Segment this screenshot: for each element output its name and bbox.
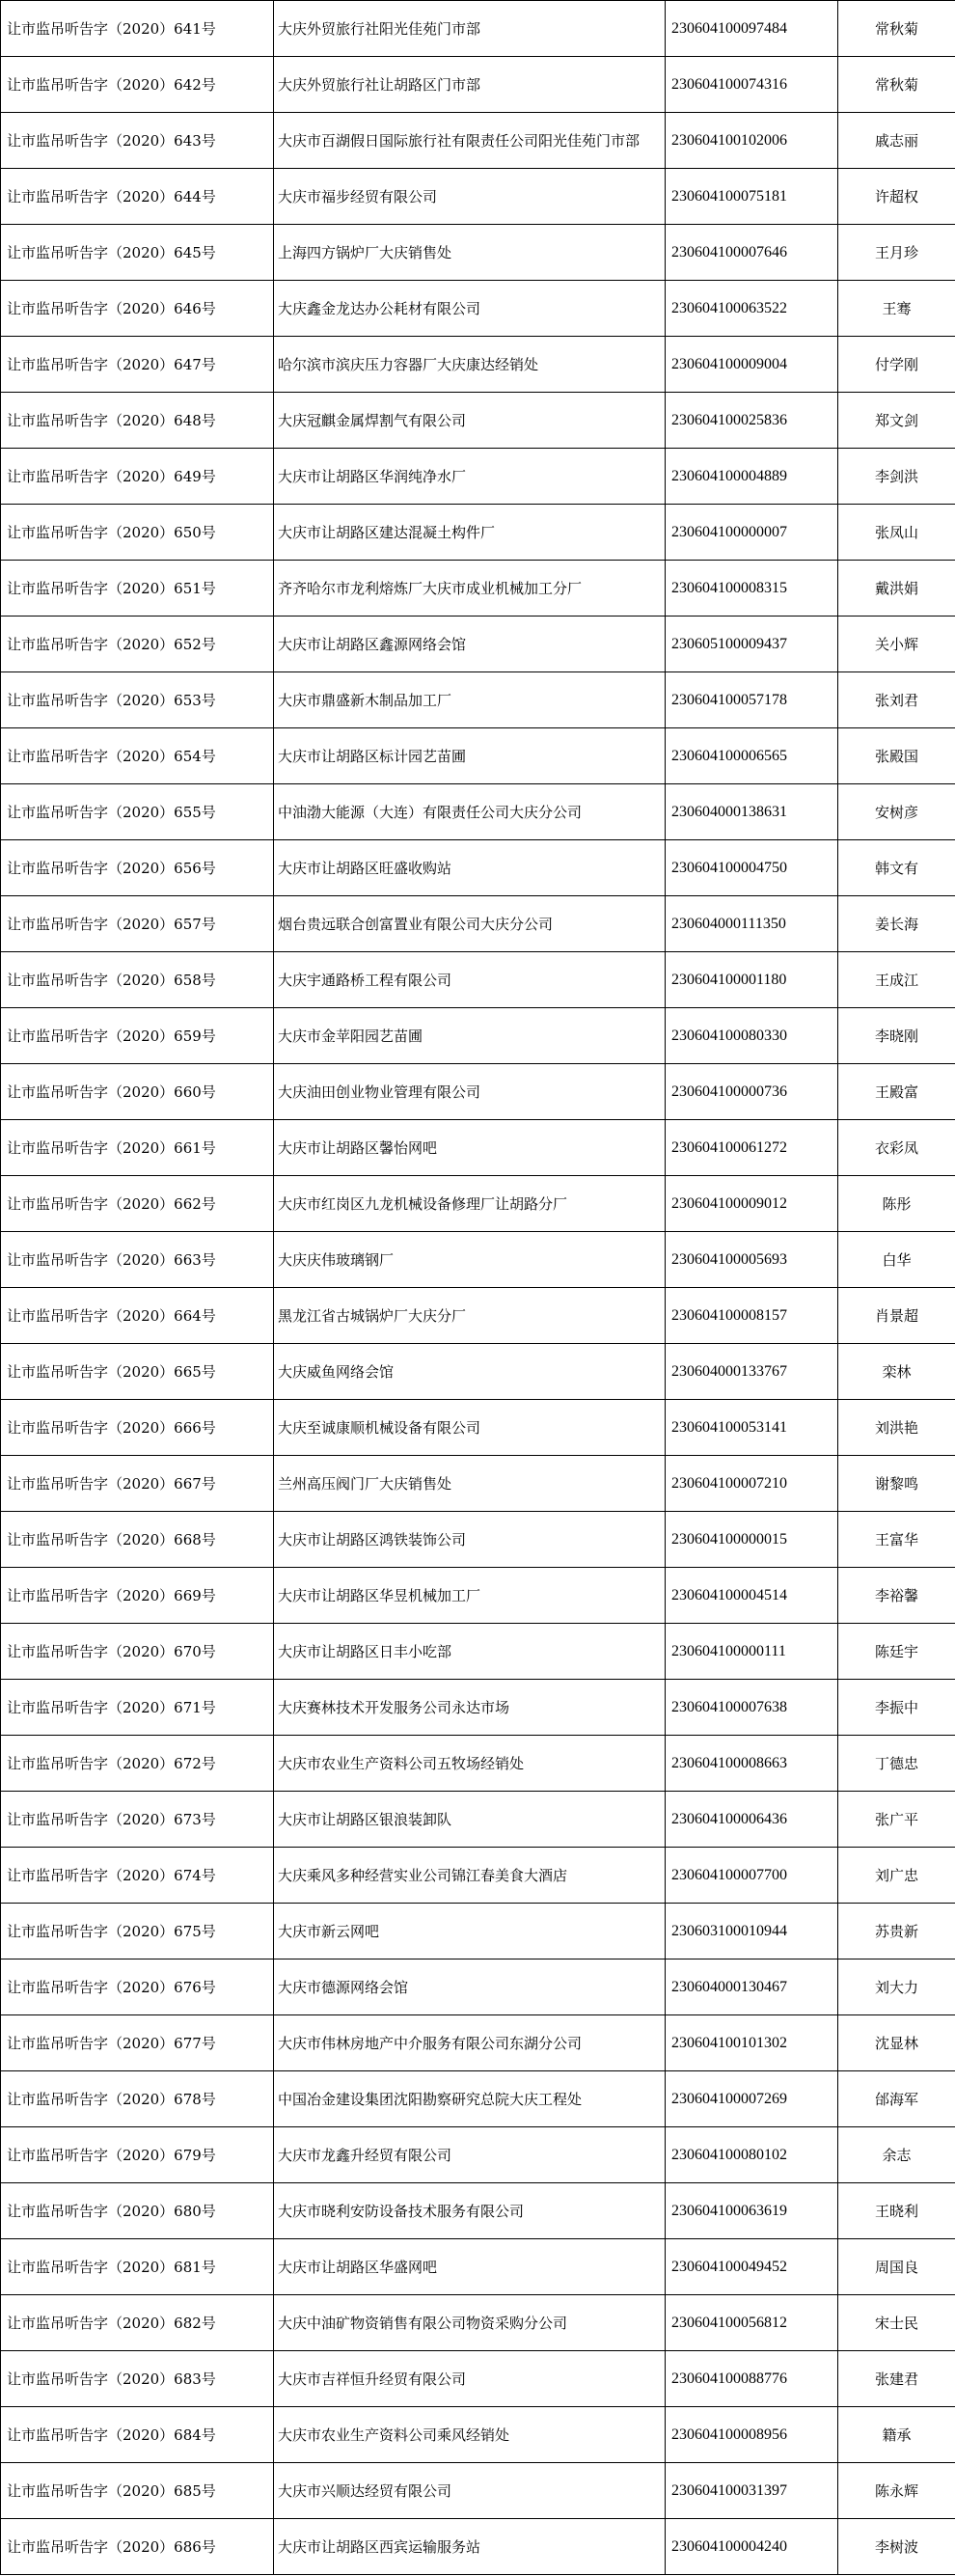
registration-number-cell: 230604100006565 <box>666 728 838 784</box>
document-number-cell: 让市监吊听告字（2020）680号 <box>1 2183 274 2239</box>
document-number-cell: 让市监吊听告字（2020）681号 <box>1 2239 274 2295</box>
table-row <box>1 1959 955 2015</box>
registration-number-cell: 230604100004889 <box>666 449 838 505</box>
legal-person-cell: 周国良 <box>838 2239 955 2295</box>
legal-person-cell: 关小辉 <box>838 617 955 672</box>
document-number-cell: 让市监吊听告字（2020）676号 <box>1 1959 274 2015</box>
document-number-cell: 让市监吊听告字（2020）642号 <box>1 57 274 113</box>
document-number-cell: 让市监吊听告字（2020）650号 <box>1 505 274 561</box>
legal-person-cell: 衣彩凤 <box>838 1120 955 1176</box>
registration-number-cell: 230604100063522 <box>666 281 838 337</box>
registration-number-cell: 230604100001180 <box>666 952 838 1008</box>
document-number-cell: 让市监吊听告字（2020）662号 <box>1 1176 274 1232</box>
company-name-cell: 大庆市伟林房地产中介服务有限公司东湖分公司 <box>274 2015 666 2071</box>
notice-table-body <box>1 1 955 2575</box>
company-name-cell: 大庆冠麒金属焊割气有限公司 <box>274 393 666 449</box>
company-name-cell: 大庆中油矿物资销售有限公司物资采购分公司 <box>274 2295 666 2351</box>
company-name-cell: 大庆市红岗区九龙机械设备修理厂让胡路分厂 <box>274 1176 666 1232</box>
legal-person-cell: 李晓刚 <box>838 1008 955 1064</box>
legal-person-cell: 张广平 <box>838 1792 955 1848</box>
table-row <box>1 1736 955 1792</box>
document-number-cell: 让市监吊听告字（2020）646号 <box>1 281 274 337</box>
registration-number-cell: 230604100007700 <box>666 1848 838 1904</box>
company-name-cell: 兰州高压阀门厂大庆销售处 <box>274 1456 666 1512</box>
legal-person-cell: 戚志丽 <box>838 113 955 169</box>
legal-person-cell: 张刘君 <box>838 672 955 728</box>
company-name-cell: 大庆威鱼网络会馆 <box>274 1344 666 1400</box>
document-number-cell: 让市监吊听告字（2020）663号 <box>1 1232 274 1288</box>
table-row <box>1 1344 955 1400</box>
company-name-cell: 大庆外贸旅行社阳光佳苑门市部 <box>274 1 666 57</box>
table-row <box>1 337 955 393</box>
document-number-cell: 让市监吊听告字（2020）682号 <box>1 2295 274 2351</box>
document-number-cell: 让市监吊听告字（2020）685号 <box>1 2463 274 2519</box>
company-name-cell: 中油渤大能源（大连）有限责任公司大庆分公司 <box>274 784 666 840</box>
document-number-cell: 让市监吊听告字（2020）666号 <box>1 1400 274 1456</box>
company-name-cell: 大庆市让胡路区建达混凝土构件厂 <box>274 505 666 561</box>
table-row <box>1 2071 955 2127</box>
company-name-cell: 大庆市让胡路区华盛网吧 <box>274 2239 666 2295</box>
company-name-cell: 中国冶金建设集团沈阳勘察研究总院大庆工程处 <box>274 2071 666 2127</box>
legal-person-cell: 余志 <box>838 2127 955 2183</box>
company-name-cell: 大庆庆伟玻璃钢厂 <box>274 1232 666 1288</box>
table-row <box>1 561 955 617</box>
table-row <box>1 1456 955 1512</box>
document-number-cell: 让市监吊听告字（2020）656号 <box>1 840 274 896</box>
company-name-cell: 大庆鑫金龙达办公耗材有限公司 <box>274 281 666 337</box>
legal-person-cell: 籍承 <box>838 2407 955 2463</box>
table-row <box>1 1568 955 1624</box>
company-name-cell: 大庆市农业生产资料公司乘风经销处 <box>274 2407 666 2463</box>
company-name-cell: 大庆市让胡路区旺盛收购站 <box>274 840 666 896</box>
document-number-cell: 让市监吊听告字（2020）653号 <box>1 672 274 728</box>
table-row <box>1 1624 955 1680</box>
legal-person-cell: 王殿富 <box>838 1064 955 1120</box>
registration-number-cell: 230604100075181 <box>666 169 838 225</box>
company-name-cell: 烟台贵远联合创富置业有限公司大庆分公司 <box>274 896 666 952</box>
company-name-cell: 大庆市百湖假日国际旅行社有限责任公司阳光佳苑门市部 <box>274 113 666 169</box>
company-name-cell: 大庆至诚康顺机械设备有限公司 <box>274 1400 666 1456</box>
table-row <box>1 784 955 840</box>
table-row <box>1 952 955 1008</box>
registration-number-cell: 230604000138631 <box>666 784 838 840</box>
document-number-cell: 让市监吊听告字（2020）678号 <box>1 2071 274 2127</box>
legal-person-cell: 王晓利 <box>838 2183 955 2239</box>
legal-person-cell: 陈永辉 <box>838 2463 955 2519</box>
document-number-cell: 让市监吊听告字（2020）664号 <box>1 1288 274 1344</box>
registration-number-cell: 230604100080102 <box>666 2127 838 2183</box>
table-row <box>1 1176 955 1232</box>
registration-number-cell: 230604100057178 <box>666 672 838 728</box>
registration-number-cell: 230604100074316 <box>666 57 838 113</box>
registration-number-cell: 230604100008956 <box>666 2407 838 2463</box>
table-row <box>1 896 955 952</box>
legal-person-cell: 张凤山 <box>838 505 955 561</box>
legal-person-cell: 李振中 <box>838 1680 955 1736</box>
document-number-cell: 让市监吊听告字（2020）645号 <box>1 225 274 281</box>
company-name-cell: 大庆市鼎盛新木制品加工厂 <box>274 672 666 728</box>
table-row <box>1 1064 955 1120</box>
document-number-cell: 让市监吊听告字（2020）679号 <box>1 2127 274 2183</box>
registration-number-cell: 230604100004750 <box>666 840 838 896</box>
table-row <box>1 57 955 113</box>
table-row <box>1 2295 955 2351</box>
registration-number-cell: 230604000133767 <box>666 1344 838 1400</box>
table-row <box>1 840 955 896</box>
registration-number-cell: 230604100009004 <box>666 337 838 393</box>
registration-number-cell: 230604100031397 <box>666 2463 838 2519</box>
legal-person-cell: 邰海军 <box>838 2071 955 2127</box>
document-number-cell: 让市监吊听告字（2020）684号 <box>1 2407 274 2463</box>
company-name-cell: 齐齐哈尔市龙利熔炼厂大庆市成业机械加工分厂 <box>274 561 666 617</box>
table-row <box>1 728 955 784</box>
document-number-cell: 让市监吊听告字（2020）644号 <box>1 169 274 225</box>
document-number-cell: 让市监吊听告字（2020）674号 <box>1 1848 274 1904</box>
company-name-cell: 大庆市吉祥恒升经贸有限公司 <box>274 2351 666 2407</box>
legal-person-cell: 王骞 <box>838 281 955 337</box>
legal-person-cell: 王成江 <box>838 952 955 1008</box>
table-row <box>1 2519 955 2575</box>
company-name-cell: 大庆外贸旅行社让胡路区门市部 <box>274 57 666 113</box>
table-row <box>1 617 955 672</box>
legal-person-cell: 韩文有 <box>838 840 955 896</box>
document-number-cell: 让市监吊听告字（2020）652号 <box>1 617 274 672</box>
registration-number-cell: 230604100004240 <box>666 2519 838 2575</box>
document-number-cell: 让市监吊听告字（2020）671号 <box>1 1680 274 1736</box>
table-row <box>1 1792 955 1848</box>
legal-person-cell: 栾林 <box>838 1344 955 1400</box>
legal-person-cell: 张建君 <box>838 2351 955 2407</box>
legal-person-cell: 李剑洪 <box>838 449 955 505</box>
legal-person-cell: 许超权 <box>838 169 955 225</box>
table-row <box>1 1848 955 1904</box>
table-row <box>1 672 955 728</box>
legal-person-cell: 白华 <box>838 1232 955 1288</box>
document-number-cell: 让市监吊听告字（2020）665号 <box>1 1344 274 1400</box>
legal-person-cell: 常秋菊 <box>838 1 955 57</box>
registration-number-cell: 230603100010944 <box>666 1904 838 1959</box>
legal-person-cell: 李树波 <box>838 2519 955 2575</box>
registration-number-cell: 230604100101302 <box>666 2015 838 2071</box>
company-name-cell: 大庆市让胡路区标计园艺苗圃 <box>274 728 666 784</box>
registration-number-cell: 230604100005693 <box>666 1232 838 1288</box>
legal-person-cell: 安树彦 <box>838 784 955 840</box>
legal-person-cell: 李裕馨 <box>838 1568 955 1624</box>
company-name-cell: 大庆市龙鑫升经贸有限公司 <box>274 2127 666 2183</box>
legal-person-cell: 刘大力 <box>838 1959 955 2015</box>
document-number-cell: 让市监吊听告字（2020）643号 <box>1 113 274 169</box>
table-row <box>1 1288 955 1344</box>
company-name-cell: 大庆市晓利安防设备技术服务有限公司 <box>274 2183 666 2239</box>
legal-person-cell: 陈廷宇 <box>838 1624 955 1680</box>
registration-number-cell: 230604100008157 <box>666 1288 838 1344</box>
document-number-cell: 让市监吊听告字（2020）655号 <box>1 784 274 840</box>
table-row <box>1 1400 955 1456</box>
document-number-cell: 让市监吊听告字（2020）669号 <box>1 1568 274 1624</box>
legal-person-cell: 郑文剑 <box>838 393 955 449</box>
registration-number-cell: 230604100000007 <box>666 505 838 561</box>
company-name-cell: 大庆市让胡路区银浪装卸队 <box>274 1792 666 1848</box>
document-number-cell: 让市监吊听告字（2020）658号 <box>1 952 274 1008</box>
table-row <box>1 169 955 225</box>
table-row <box>1 2183 955 2239</box>
legal-person-cell: 姜长海 <box>838 896 955 952</box>
legal-person-cell: 苏贵新 <box>838 1904 955 1959</box>
document-number-cell: 让市监吊听告字（2020）647号 <box>1 337 274 393</box>
company-name-cell: 大庆市新云网吧 <box>274 1904 666 1959</box>
legal-person-cell: 付学刚 <box>838 337 955 393</box>
table-row <box>1 1232 955 1288</box>
legal-person-cell: 陈彤 <box>838 1176 955 1232</box>
company-name-cell: 大庆市兴顺达经贸有限公司 <box>274 2463 666 2519</box>
legal-person-cell: 张殿国 <box>838 728 955 784</box>
registration-number-cell: 230604100008663 <box>666 1736 838 1792</box>
registration-number-cell: 230604100049452 <box>666 2239 838 2295</box>
legal-person-cell: 宋士民 <box>838 2295 955 2351</box>
company-name-cell: 大庆乘风多种经营实业公司锦江春美食大酒店 <box>274 1848 666 1904</box>
company-name-cell: 大庆市金苹阳园艺苗圃 <box>274 1008 666 1064</box>
table-row <box>1 281 955 337</box>
legal-person-cell: 谢黎鸣 <box>838 1456 955 1512</box>
table-row <box>1 1680 955 1736</box>
document-number-cell: 让市监吊听告字（2020）651号 <box>1 561 274 617</box>
registration-number-cell: 230604100056812 <box>666 2295 838 2351</box>
company-name-cell: 大庆宇通路桥工程有限公司 <box>274 952 666 1008</box>
table-row <box>1 1904 955 1959</box>
company-name-cell: 大庆市福步经贸有限公司 <box>274 169 666 225</box>
company-name-cell: 大庆市让胡路区馨怡网吧 <box>274 1120 666 1176</box>
registration-number-cell: 230604100006436 <box>666 1792 838 1848</box>
legal-person-cell: 刘洪艳 <box>838 1400 955 1456</box>
document-number-cell: 让市监吊听告字（2020）654号 <box>1 728 274 784</box>
table-row <box>1 2239 955 2295</box>
company-name-cell: 大庆市让胡路区西宾运输服务站 <box>274 2519 666 2575</box>
legal-person-cell: 常秋菊 <box>838 57 955 113</box>
document-number-cell: 让市监吊听告字（2020）659号 <box>1 1008 274 1064</box>
company-name-cell: 大庆市农业生产资料公司五牧场经销处 <box>274 1736 666 1792</box>
table-row <box>1 2407 955 2463</box>
company-name-cell: 黑龙江省古城锅炉厂大庆分厂 <box>274 1288 666 1344</box>
document-number-cell: 让市监吊听告字（2020）683号 <box>1 2351 274 2407</box>
company-name-cell: 大庆市让胡路区鸿铁装饰公司 <box>274 1512 666 1568</box>
company-name-cell: 大庆市让胡路区日丰小吃部 <box>274 1624 666 1680</box>
legal-person-cell: 沈显林 <box>838 2015 955 2071</box>
registration-number-cell: 230604100007210 <box>666 1456 838 1512</box>
company-name-cell: 大庆油田创业物业管理有限公司 <box>274 1064 666 1120</box>
registration-number-cell: 230604000111350 <box>666 896 838 952</box>
document-number-cell: 让市监吊听告字（2020）673号 <box>1 1792 274 1848</box>
registration-number-cell: 230604100007269 <box>666 2071 838 2127</box>
document-number-cell: 让市监吊听告字（2020）668号 <box>1 1512 274 1568</box>
table-row <box>1 2463 955 2519</box>
registration-number-cell: 230604100097484 <box>666 1 838 57</box>
document-number-cell: 让市监吊听告字（2020）670号 <box>1 1624 274 1680</box>
registration-number-cell: 230604100009012 <box>666 1176 838 1232</box>
document-number-cell: 让市监吊听告字（2020）648号 <box>1 393 274 449</box>
legal-person-cell: 丁德忠 <box>838 1736 955 1792</box>
legal-person-cell: 刘广忠 <box>838 1848 955 1904</box>
registration-number-cell: 230604100004514 <box>666 1568 838 1624</box>
company-name-cell: 大庆市让胡路区鑫源网络会馆 <box>274 617 666 672</box>
table-row <box>1 449 955 505</box>
document-number-cell: 让市监吊听告字（2020）661号 <box>1 1120 274 1176</box>
document-number-cell: 让市监吊听告字（2020）667号 <box>1 1456 274 1512</box>
company-name-cell: 大庆市让胡路区华润纯净水厂 <box>274 449 666 505</box>
table-row <box>1 505 955 561</box>
document-number-cell: 让市监吊听告字（2020）672号 <box>1 1736 274 1792</box>
registration-number-cell: 230605100009437 <box>666 617 838 672</box>
table-row <box>1 393 955 449</box>
table-row <box>1 1512 955 1568</box>
company-name-cell: 大庆赛林技术开发服务公司永达市场 <box>274 1680 666 1736</box>
table-row <box>1 1008 955 1064</box>
table-row <box>1 1 955 57</box>
registration-number-cell: 230604100102006 <box>666 113 838 169</box>
document-number-cell: 让市监吊听告字（2020）675号 <box>1 1904 274 1959</box>
legal-person-cell: 肖景超 <box>838 1288 955 1344</box>
registration-number-cell: 230604100080330 <box>666 1008 838 1064</box>
registration-number-cell: 230604100000015 <box>666 1512 838 1568</box>
table-row <box>1 113 955 169</box>
table-row <box>1 1120 955 1176</box>
document-number-cell: 让市监吊听告字（2020）660号 <box>1 1064 274 1120</box>
registration-number-cell: 230604100000111 <box>666 1624 838 1680</box>
document-number-cell: 让市监吊听告字（2020）657号 <box>1 896 274 952</box>
registration-number-cell: 230604100061272 <box>666 1120 838 1176</box>
registration-number-cell: 230604100088776 <box>666 2351 838 2407</box>
company-name-cell: 大庆市德源网络会馆 <box>274 1959 666 2015</box>
company-name-cell: 哈尔滨市滨庆压力容器厂大庆康达经销处 <box>274 337 666 393</box>
table-row <box>1 2015 955 2071</box>
legal-person-cell: 戴洪娟 <box>838 561 955 617</box>
legal-person-cell: 王月珍 <box>838 225 955 281</box>
registration-number-cell: 230604100063619 <box>666 2183 838 2239</box>
document-number-cell: 让市监吊听告字（2020）641号 <box>1 1 274 57</box>
table-row <box>1 2127 955 2183</box>
company-name-cell: 上海四方锅炉厂大庆销售处 <box>274 225 666 281</box>
registration-number-cell: 230604100025836 <box>666 393 838 449</box>
table-row <box>1 2351 955 2407</box>
legal-person-cell: 王富华 <box>838 1512 955 1568</box>
table-row <box>1 225 955 281</box>
document-number-cell: 让市监吊听告字（2020）677号 <box>1 2015 274 2071</box>
document-number-cell: 让市监吊听告字（2020）686号 <box>1 2519 274 2575</box>
registration-number-cell: 230604100053141 <box>666 1400 838 1456</box>
registration-number-cell: 230604000130467 <box>666 1959 838 2015</box>
registration-number-cell: 230604100007638 <box>666 1680 838 1736</box>
document-number-cell: 让市监吊听告字（2020）649号 <box>1 449 274 505</box>
registration-number-cell: 230604100007646 <box>666 225 838 281</box>
registration-number-cell: 230604100000736 <box>666 1064 838 1120</box>
registration-number-cell: 230604100008315 <box>666 561 838 617</box>
company-name-cell: 大庆市让胡路区华昱机械加工厂 <box>274 1568 666 1624</box>
